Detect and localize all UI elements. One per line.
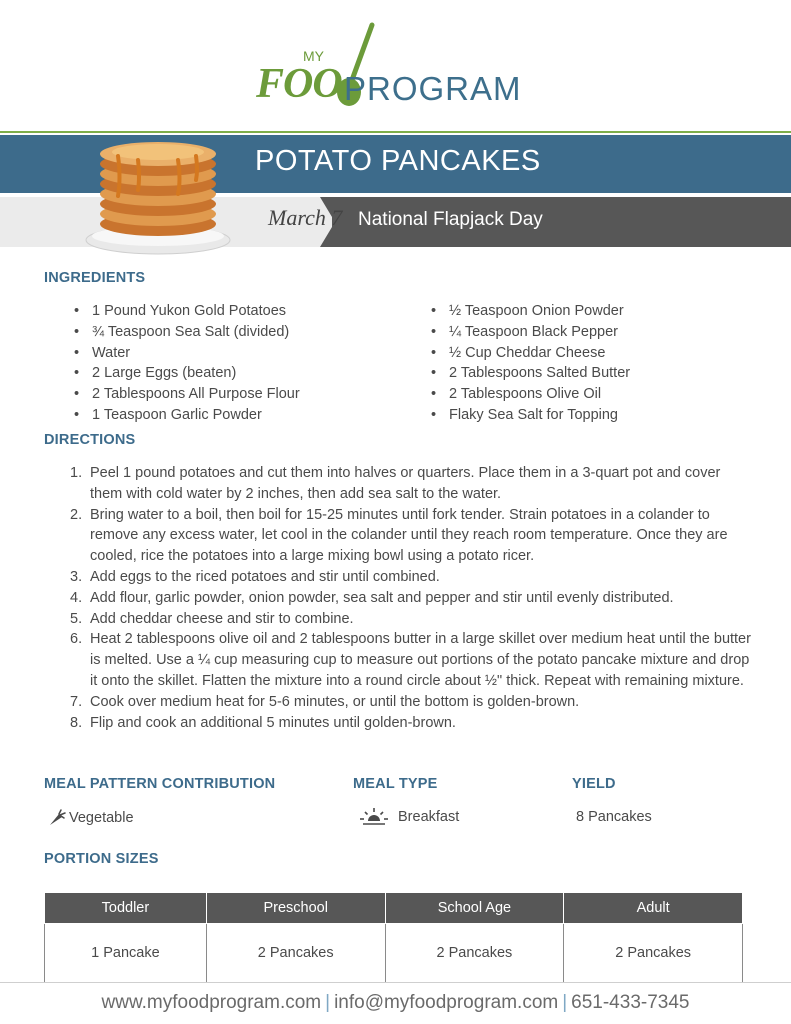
portion-value: 2 Pancakes — [206, 924, 385, 983]
footer-email-link[interactable]: info@myfoodprogram.com — [334, 992, 559, 1013]
step-number: 8. — [70, 714, 83, 731]
directions-list — [44, 463, 754, 733]
ingredient-item: • ½ Teaspoon Onion Powder — [419, 301, 749, 322]
holiday-name: National Flapjack Day — [358, 209, 543, 230]
portion-value: 2 Pancakes — [564, 924, 743, 983]
logo-my: MY — [303, 48, 324, 64]
holiday-date: March 7 — [268, 205, 343, 230]
portion-value: 1 Pancake — [45, 924, 207, 983]
portion-header-row — [45, 893, 743, 924]
step-text: Add eggs to the riced potatoes and stir until combined. — [90, 568, 440, 585]
ingredient-item: • ¼ Teaspoon Black Pepper — [419, 322, 749, 343]
step-text: Flip and cook an additional 5 minutes until golden-brown. — [90, 714, 456, 731]
meal-pattern-heading: MEAL PATTERN CONTRIBUTION — [44, 776, 276, 792]
direction-step — [44, 609, 754, 630]
footer-separator: | — [325, 992, 331, 1013]
ingredients-heading: INGREDIENTS — [44, 270, 146, 286]
ingredients-list-left — [62, 301, 392, 426]
ingredient-item: • 2 Tablespoons All Purpose Flour — [62, 384, 392, 405]
logo — [256, 22, 546, 112]
ingredient-item: • 2 Tablespoons Salted Butter — [419, 363, 749, 384]
footer-phone[interactable]: 651-433-7345 — [571, 992, 690, 1013]
recipe-title: POTATO PANCAKES — [255, 145, 541, 177]
portion-column-header: School Age — [385, 893, 564, 924]
step-number: 2. — [70, 506, 83, 523]
portion-sizes-heading: PORTION SIZES — [44, 851, 159, 867]
pancake-stack-image — [78, 132, 238, 258]
direction-step — [44, 505, 754, 567]
logo-program: PROGRAM — [344, 70, 522, 107]
portion-column-header: Toddler — [45, 893, 207, 924]
step-number: 1. — [70, 465, 83, 481]
footer-separator: | — [562, 992, 568, 1013]
direction-step — [44, 629, 754, 691]
step-number: 5. — [70, 610, 83, 627]
ingredient-item: • 2 Tablespoons Olive Oil — [419, 384, 749, 405]
step-number: 3. — [70, 568, 83, 585]
portion-table — [44, 892, 743, 983]
footer-divider — [0, 982, 791, 983]
footer — [0, 992, 791, 1014]
ingredient-item: • ¾ Teaspoon Sea Salt (divided) — [62, 322, 392, 343]
meal-type-value: Breakfast — [398, 809, 460, 825]
step-text: Bring water to a boil, then boil for 15-25 minutes until fork tender. Strain potatoes in a colander to remove any excess water, let cool in the colander until they reach room temperature. Once they are cooled, rice the potatoes into a large mixing bowl using a potato ricer. — [90, 506, 728, 565]
ingredient-item: • 1 Teaspoon Garlic Powder — [62, 405, 392, 426]
portion-value-row — [45, 924, 743, 983]
ingredient-item: • 1 Pound Yukon Gold Potatoes — [62, 301, 392, 322]
portion-column-header: Preschool — [206, 893, 385, 924]
step-number: 7. — [70, 693, 83, 710]
direction-step — [44, 567, 754, 588]
direction-step — [44, 713, 754, 734]
directions-heading: DIRECTIONS — [44, 432, 136, 448]
meal-pattern-value: Vegetable — [69, 810, 134, 826]
portion-value: 2 Pancakes — [385, 924, 564, 983]
step-number: 4. — [70, 589, 83, 606]
step-text: Cook over medium heat for 5-6 minutes, or until the bottom is golden-brown. — [90, 693, 580, 710]
step-text: Add cheddar cheese and stir to combine. — [90, 610, 354, 627]
yield-value: 8 Pancakes — [576, 809, 652, 825]
step-text: Peel 1 pound potatoes and cut them into halves or quarters. Place them in a 3-quart pot and cover them with cold water by 2 inches, then add sea salt to the water. — [90, 465, 721, 502]
step-number: 6. — [70, 631, 83, 648]
footer-website-link[interactable]: www.myfoodprogram.com — [101, 992, 322, 1013]
sunrise-icon — [359, 807, 389, 827]
carrot-icon — [48, 809, 66, 827]
step-text: Add flour, garlic powder, onion powder, sea salt and pepper and stir until evenly distributed. — [90, 589, 674, 606]
ingredient-item: • ½ Cup Cheddar Cheese — [419, 343, 749, 364]
ingredient-item: • Water — [62, 343, 392, 364]
ingredients-list-right — [419, 301, 749, 426]
direction-step — [44, 692, 754, 713]
direction-step — [44, 588, 754, 609]
portion-column-header: Adult — [564, 893, 743, 924]
ingredient-item: • Flaky Sea Salt for Topping — [419, 405, 749, 426]
step-text: Heat 2 tablespoons olive oil and 2 tablespoons butter in a large skillet over medium heat until the butter is melted. Use a ¼ cup measuring cup to measure out portions of the potato pancake mixture and drop it onto the skillet. Flatten the mixture into a round circle about ½" thick. Repeat with remaining mixture. — [90, 631, 751, 689]
logo-food: FOO — [256, 61, 342, 107]
ingredient-item: • 2 Large Eggs (beaten) — [62, 363, 392, 384]
yield-heading: YIELD — [572, 776, 616, 792]
direction-step — [44, 463, 754, 505]
meal-type-heading: MEAL TYPE — [353, 776, 438, 792]
